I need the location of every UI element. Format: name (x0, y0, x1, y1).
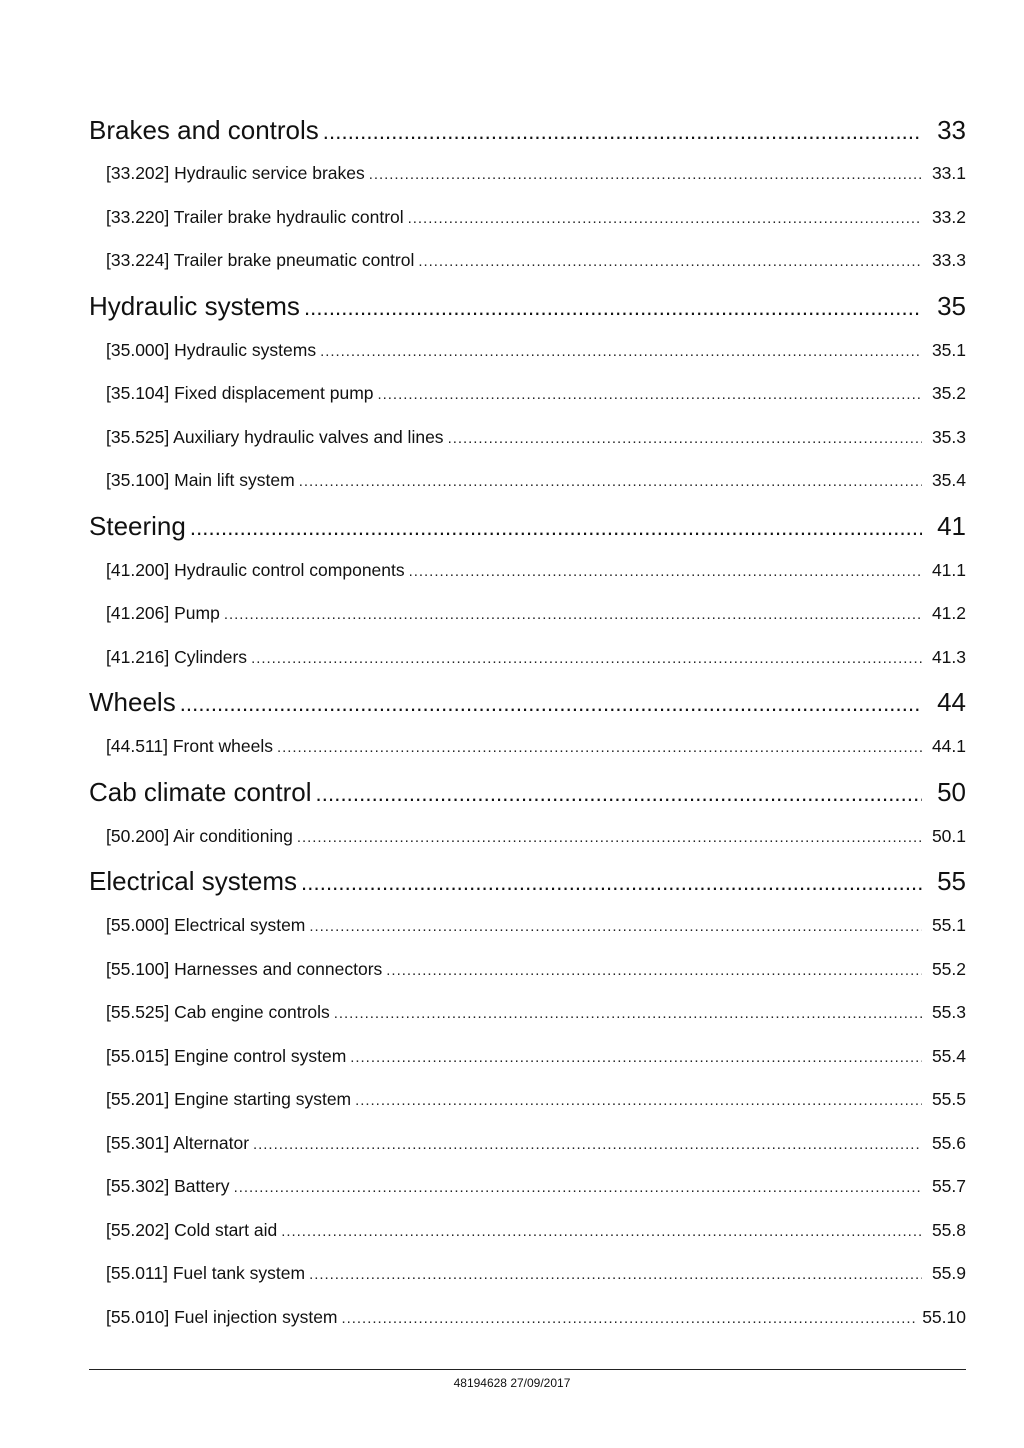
toc-section-heading[interactable] (89, 503, 966, 549)
dot-leader (304, 285, 922, 331)
toc-entry[interactable] (89, 459, 966, 503)
entry-label: [41.216] Cylinders (106, 646, 248, 667)
toc-section (89, 503, 966, 680)
toc-section-heading[interactable] (89, 283, 966, 329)
toc-entry[interactable] (89, 416, 966, 460)
section-page-number: 33 (937, 115, 966, 145)
entry-label: [35.525] Auxiliary hydraulic valves and lines (106, 426, 444, 447)
entry-page-number: 50.1 (931, 825, 966, 846)
entry-page-number: 33.1 (931, 163, 966, 183)
dot-leader (234, 1166, 922, 1210)
toc-entry[interactable] (89, 904, 966, 948)
dot-leader (342, 1297, 919, 1341)
toc-entry[interactable] (89, 329, 966, 373)
dot-leader (418, 240, 922, 284)
toc-section (89, 769, 966, 859)
toc-entry[interactable] (89, 592, 966, 636)
entry-label: [55.202] Cold start aid (106, 1219, 278, 1240)
entry-label: [50.200] Air conditioning (106, 825, 293, 846)
entry-page-number: 41.2 (931, 603, 966, 623)
entry-label: [33.224] Trailer brake pneumatic control (106, 250, 415, 270)
entry-label: [55.000] Electrical system (106, 915, 306, 935)
dot-leader (281, 1210, 922, 1254)
toc-entry[interactable] (89, 1035, 966, 1079)
table-of-contents (89, 108, 966, 1339)
entry-page-number: 55.6 (931, 1132, 966, 1153)
toc-section (89, 679, 966, 769)
toc-entry[interactable] (89, 372, 966, 416)
toc-entry[interactable] (89, 991, 966, 1035)
entry-label: [55.015] Engine control system (106, 1045, 347, 1066)
toc-entry[interactable] (89, 1122, 966, 1166)
dot-leader (253, 1123, 922, 1167)
entry-page-number: 33.3 (931, 250, 966, 270)
dot-leader (408, 197, 922, 241)
entry-label: [55.100] Harnesses and connectors (106, 958, 383, 979)
toc-entry[interactable] (89, 1209, 966, 1253)
entry-page-number: 35.4 (931, 470, 966, 490)
section-page-number: 35 (937, 290, 966, 321)
dot-leader (299, 460, 922, 504)
section-title: Brakes and controls (89, 115, 319, 145)
entry-label: [55.525] Cab engine controls (106, 1002, 330, 1022)
entry-label: [55.302] Battery (106, 1176, 230, 1196)
entry-label: [41.206] Pump (106, 603, 220, 623)
entry-label: [35.100] Main lift system (106, 470, 295, 490)
toc-entry[interactable] (89, 196, 966, 240)
entry-label: [33.220] Trailer brake hydraulic control (106, 206, 404, 227)
entry-page-number: 55.1 (931, 915, 966, 935)
section-title: Electrical systems (89, 866, 298, 896)
dot-leader (309, 1253, 922, 1297)
entry-label: [55.010] Fuel injection system (106, 1306, 338, 1327)
toc-section-heading[interactable] (89, 679, 966, 725)
toc-section-heading[interactable] (89, 769, 966, 815)
dot-leader (316, 771, 922, 817)
toc-entry[interactable] (89, 636, 966, 680)
dot-leader (448, 417, 922, 461)
entry-page-number: 35.2 (931, 383, 966, 403)
toc-entry[interactable] (89, 725, 966, 769)
entry-page-number: 55.3 (931, 1002, 966, 1022)
entry-page-number: 55.7 (931, 1176, 966, 1196)
dot-leader (350, 1036, 922, 1080)
dot-leader (190, 505, 922, 551)
section-title: Wheels (89, 687, 176, 717)
toc-section-heading[interactable] (89, 858, 966, 904)
entry-page-number: 55.10 (922, 1306, 966, 1327)
entry-page-number: 55.5 (931, 1089, 966, 1109)
footer-divider (89, 1369, 966, 1370)
entry-page-number: 41.3 (931, 646, 966, 667)
entry-label: [35.104] Fixed displacement pump (106, 383, 374, 403)
dot-leader (386, 949, 922, 993)
dot-leader (277, 726, 922, 770)
dot-leader (180, 681, 922, 727)
dot-leader (301, 860, 922, 906)
toc-section (89, 858, 966, 1339)
toc-entry[interactable] (89, 948, 966, 992)
toc-section (89, 108, 966, 283)
toc-entry[interactable] (89, 1165, 966, 1209)
entry-label: [35.000] Hydraulic systems (106, 339, 317, 360)
entry-page-number: 55.4 (931, 1045, 966, 1066)
section-page-number: 50 (937, 776, 966, 807)
entry-label: [33.202] Hydraulic service brakes (106, 163, 365, 183)
toc-entry[interactable] (89, 815, 966, 859)
toc-entry[interactable] (89, 152, 966, 196)
section-title: Cab climate control (89, 776, 312, 807)
entry-label: [55.011] Fuel tank system (106, 1263, 306, 1283)
entry-page-number: 55.2 (931, 958, 966, 979)
entry-label: [55.201] Engine starting system (106, 1089, 352, 1109)
dot-leader (378, 373, 922, 417)
entry-page-number: 35.1 (931, 339, 966, 360)
entry-page-number: 55.9 (931, 1263, 966, 1283)
dot-leader (297, 816, 922, 860)
toc-entry[interactable] (89, 1252, 966, 1296)
toc-entry[interactable] (89, 239, 966, 283)
entry-page-number: 35.3 (931, 426, 966, 447)
entry-page-number: 33.2 (931, 206, 966, 227)
dot-leader (224, 593, 922, 637)
footer-document-id: 48194628 27/09/2017 (453, 1376, 571, 1390)
entry-label: [41.200] Hydraulic control components (106, 559, 405, 580)
dot-leader (251, 637, 922, 681)
dot-leader (334, 992, 922, 1036)
entry-page-number: 44.1 (931, 736, 966, 756)
dot-leader (409, 550, 922, 594)
dot-leader (309, 905, 922, 949)
section-title: Steering (89, 510, 186, 541)
section-page-number: 55 (937, 866, 966, 896)
entry-page-number: 55.8 (931, 1219, 966, 1240)
section-page-number: 41 (937, 510, 966, 541)
dot-leader (320, 330, 922, 374)
entry-page-number: 41.1 (931, 559, 966, 580)
toc-entry[interactable] (89, 549, 966, 593)
dot-leader (355, 1079, 922, 1123)
toc-section (89, 283, 966, 503)
section-title: Hydraulic systems (89, 290, 300, 321)
toc-entry[interactable] (89, 1296, 966, 1340)
dot-leader (323, 110, 922, 154)
entry-label: [44.511] Front wheels (106, 736, 273, 756)
dot-leader (369, 153, 922, 197)
toc-section-heading[interactable] (89, 108, 966, 152)
section-page-number: 44 (937, 687, 966, 717)
entry-label: [55.301] Alternator (106, 1132, 250, 1153)
toc-entry[interactable] (89, 1078, 966, 1122)
